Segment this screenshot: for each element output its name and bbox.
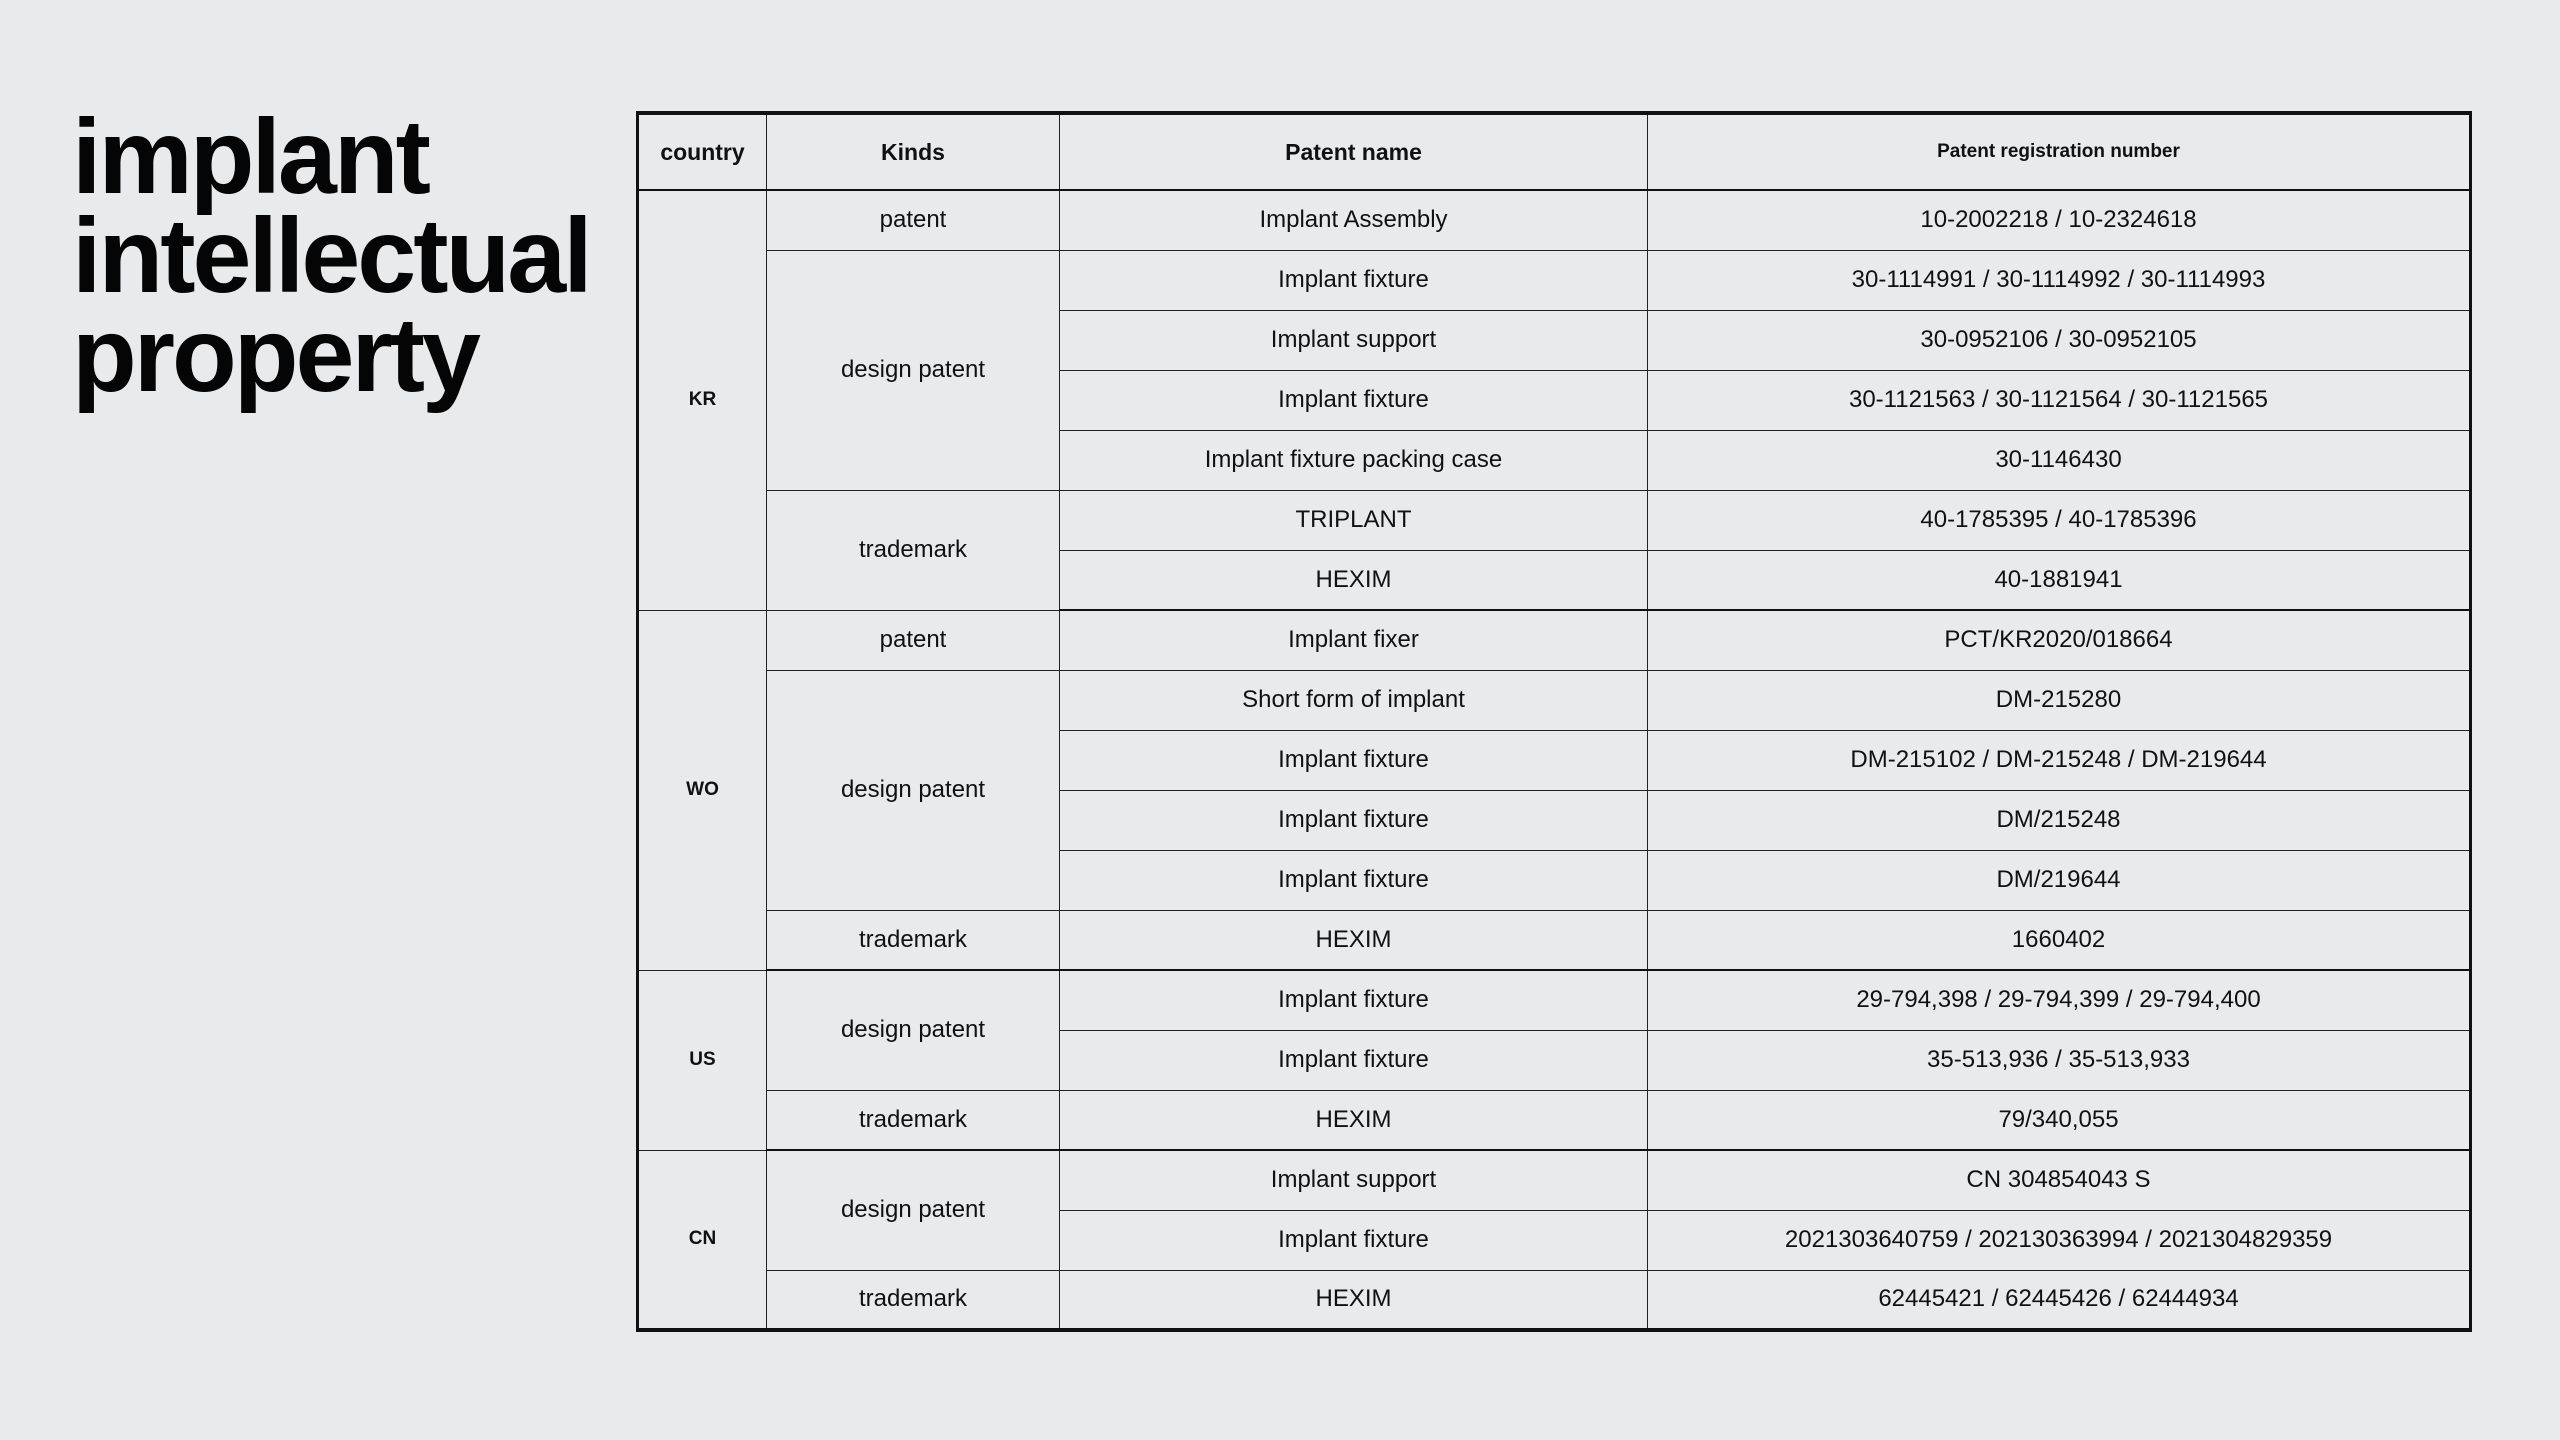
header-country: country <box>638 113 767 190</box>
registration-number-cell: DM-215280 <box>1648 670 2471 730</box>
patent-name-cell: Implant fixer <box>1060 610 1648 670</box>
patent-name-cell: Implant fixture <box>1060 730 1648 790</box>
table-row <box>638 610 2471 670</box>
page-title <box>72 98 590 414</box>
table-row <box>638 1150 2471 1210</box>
table-row <box>638 910 2471 970</box>
registration-number-cell: 29-794,398 / 29-794,399 / 29-794,400 <box>1648 970 2471 1030</box>
registration-number-cell: CN 304854043 S <box>1648 1150 2471 1210</box>
table-header-row <box>638 113 2471 190</box>
patent-name-cell: Implant fixture <box>1060 850 1648 910</box>
table-body <box>638 190 2471 1330</box>
patent-name-cell: HEXIM <box>1060 910 1648 970</box>
table-row <box>638 1090 2471 1150</box>
registration-number-cell: 79/340,055 <box>1648 1090 2471 1150</box>
table-row <box>638 190 2471 250</box>
kind-cell: trademark <box>767 1270 1060 1330</box>
kind-cell: design patent <box>767 670 1060 910</box>
registration-number-cell: 40-1881941 <box>1648 550 2471 610</box>
country-cell: KR <box>638 190 767 610</box>
table-row <box>638 970 2471 1030</box>
patent-name-cell: HEXIM <box>1060 1090 1648 1150</box>
kind-cell: patent <box>767 190 1060 250</box>
patent-name-cell: TRIPLANT <box>1060 490 1648 550</box>
title-line-1: implant <box>72 98 428 216</box>
registration-number-cell: 40-1785395 / 40-1785396 <box>1648 490 2471 550</box>
registration-number-cell: 30-0952106 / 30-0952105 <box>1648 310 2471 370</box>
patent-name-cell: Implant fixture <box>1060 370 1648 430</box>
registration-number-cell: DM/219644 <box>1648 850 2471 910</box>
kind-cell: trademark <box>767 1090 1060 1150</box>
kind-cell: patent <box>767 610 1060 670</box>
patent-name-cell: Short form of implant <box>1060 670 1648 730</box>
country-cell: WO <box>638 610 767 970</box>
registration-number-cell: 10-2002218 / 10-2324618 <box>1648 190 2471 250</box>
header-registration-number: Patent registration number <box>1648 113 2471 190</box>
country-cell: CN <box>638 1150 767 1330</box>
kind-cell: design patent <box>767 970 1060 1090</box>
registration-number-cell: PCT/KR2020/018664 <box>1648 610 2471 670</box>
kind-cell: trademark <box>767 490 1060 610</box>
registration-number-cell: 30-1114991 / 30-1114992 / 30-1114993 <box>1648 250 2471 310</box>
patent-name-cell: Implant fixture <box>1060 250 1648 310</box>
table-row <box>638 250 2471 310</box>
registration-number-cell: 1660402 <box>1648 910 2471 970</box>
patent-name-cell: HEXIM <box>1060 550 1648 610</box>
kind-cell: trademark <box>767 910 1060 970</box>
kind-cell: design patent <box>767 1150 1060 1270</box>
country-cell: US <box>638 970 767 1150</box>
header-kinds: Kinds <box>767 113 1060 190</box>
title-line-2: intellectual <box>72 197 590 315</box>
registration-number-cell: 62445421 / 62445426 / 62444934 <box>1648 1270 2471 1330</box>
registration-number-cell: 35-513,936 / 35-513,933 <box>1648 1030 2471 1090</box>
table-row <box>638 1270 2471 1330</box>
registration-number-cell: 30-1121563 / 30-1121564 / 30-1121565 <box>1648 370 2471 430</box>
ip-table <box>636 111 2472 1332</box>
registration-number-cell: DM/215248 <box>1648 790 2471 850</box>
patent-name-cell: Implant fixture <box>1060 1210 1648 1270</box>
patent-name-cell: HEXIM <box>1060 1270 1648 1330</box>
patent-name-cell: Implant fixture packing case <box>1060 430 1648 490</box>
patent-name-cell: Implant Assembly <box>1060 190 1648 250</box>
table-row <box>638 670 2471 730</box>
table-row <box>638 490 2471 550</box>
registration-number-cell: 30-1146430 <box>1648 430 2471 490</box>
title-line-3: property <box>72 296 478 414</box>
patent-name-cell: Implant support <box>1060 1150 1648 1210</box>
registration-number-cell: DM-215102 / DM-215248 / DM-219644 <box>1648 730 2471 790</box>
patent-name-cell: Implant fixture <box>1060 1030 1648 1090</box>
patent-name-cell: Implant fixture <box>1060 790 1648 850</box>
patent-name-cell: Implant fixture <box>1060 970 1648 1030</box>
header-patent-name: Patent name <box>1060 113 1648 190</box>
patent-name-cell: Implant support <box>1060 310 1648 370</box>
registration-number-cell: 2021303640759 / 202130363994 / 2021304829359 <box>1648 1210 2471 1270</box>
kind-cell: design patent <box>767 250 1060 490</box>
